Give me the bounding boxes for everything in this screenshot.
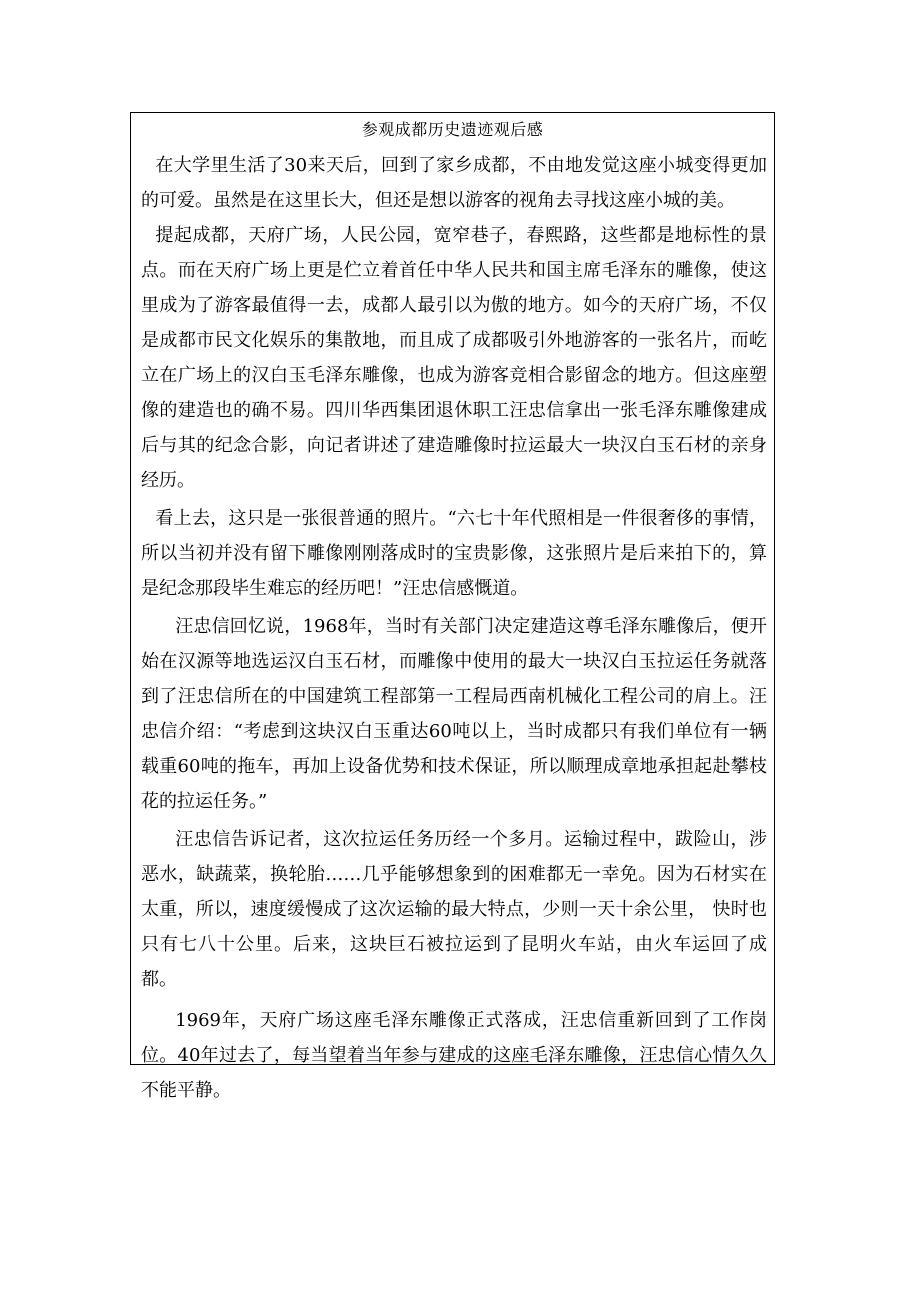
paragraph-3: 看上去，这只是一张很普通的照片。“六七十年代照相是一件很奢侈的事情，所以当初并没有留下雕像刚刚落成时的宝贵影像，这张照片是后来拍下的，算是纪念那段毕生难忘的经历吧！”汪忠信感慨道。 xyxy=(141,508,767,599)
paragraph-5: 汪忠信告诉记者，这次拉运任务历经一个多月。运输过程中，跋险山，涉恶水，缺蔬菜，换轮胎……几乎能够想象到的困难都无一幸免。因为石材实在太重，所以，速度缓慢成了这次运输的最大特点，少则一天十余公里， 快时也只有七八十公里。后来，这块巨石被拉运到了昆明火车站，由火车运回了成都。 xyxy=(141,829,767,990)
paragraph-2: 提起成都，天府广场，人民公园，宽窄巷子，春熙路，这些都是地标性的景点。而在天府广场上更是伫立着首任中华人民共和国主席毛泽东的雕像，使这里成为了游客最值得一去，成都人最引以为傲的地方。如今的天府广场，不仅是成都市民文化娱乐的集散地，而且成了成都吸引外地游客的一张名片，而屹立在广场上的汉白玉毛泽东雕像，也成为游客竞相合影留念的地方。但这座塑像的建造也的确不易。四川华西集团退休职工汪忠信拿出一张毛泽东雕像建成后与其的纪念合影，向记者讲述了建造雕像时拉运最大一块汉白玉石材的亲身经历。 xyxy=(141,225,767,491)
document-title: 参观成都历史遗迹观后感 xyxy=(361,120,544,139)
document-body xyxy=(141,148,767,1108)
paragraph-1: 在大学里生活了30来天后，回到了家乡成都，不由地发觉这座小城变得更加的可爱。虽然是在这里长大，但还是想以游客的视角去寻找这座小城的美。 xyxy=(141,155,767,211)
paragraph-6: 1969年，天府广场这座毛泽东雕像正式落成，汪忠信重新回到了工作岗位。40年过去了，每当望着当年参与建成的这座毛泽东雕像，汪忠信心情久久不能平静。 xyxy=(141,1010,767,1101)
paragraph-4: 汪忠信回忆说，1968年，当时有关部门决定建造这尊毛泽东雕像后，便开始在汉源等地选运汉白玉石材，而雕像中使用的最大一块汉白玉拉运任务就落到了汪忠信所在的中国建筑工程部第一工程局西南机械化工程公司的肩上。汪忠信介绍：“考虑到这块汉白玉重达60吨以上，当时成都只有我们单位有一辆载重60吨的拖车，再加上设备优势和技术保证，所以顺理成章地承担起赴攀枝花的拉运任务。” xyxy=(141,616,767,812)
